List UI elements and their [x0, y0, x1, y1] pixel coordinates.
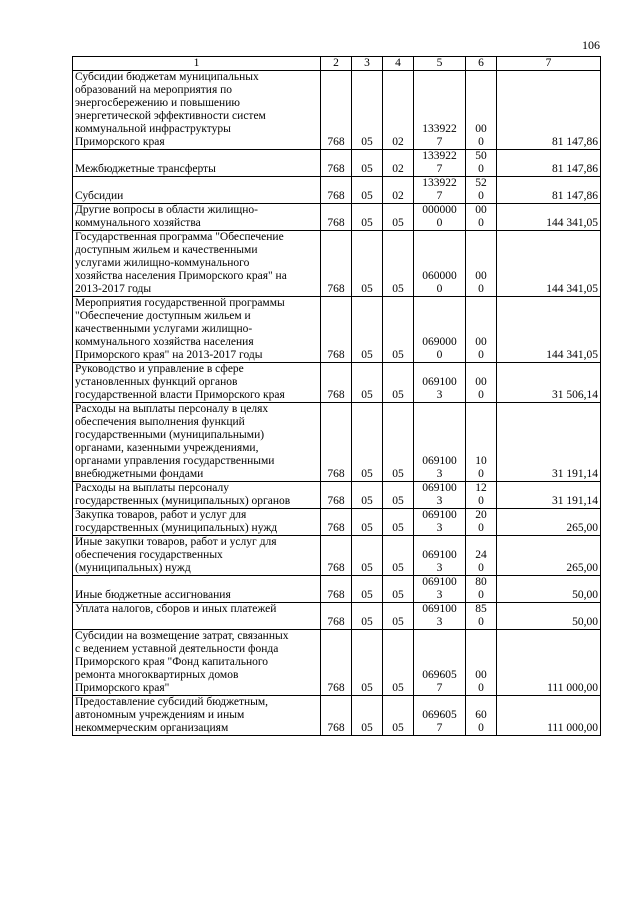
row-name-cell: Другие вопросы в области жилищно- коммунального хозяйства [73, 204, 321, 231]
target-article-cell: 069100 3 [414, 363, 466, 403]
column-header: 3 [352, 57, 383, 71]
column-header: 1 [73, 57, 321, 71]
target-article-cell: 069100 3 [414, 576, 466, 603]
subsection-code-cell: 05 [383, 482, 414, 509]
amount-cell: 81 147,86 [497, 150, 601, 177]
expense-type-cell: 10 0 [466, 403, 497, 482]
table-row [73, 403, 601, 482]
section-code-cell: 05 [352, 403, 383, 482]
expense-type-cell: 00 0 [466, 71, 497, 150]
ministry-code-cell: 768 [321, 403, 352, 482]
row-name-cell: Иные закупки товаров, работ и услуг для обеспечения государственных (муниципальных) нужд [73, 536, 321, 576]
table-row [73, 482, 601, 509]
target-article-cell: 069100 3 [414, 603, 466, 630]
section-code-cell: 05 [352, 204, 383, 231]
section-code-cell: 05 [352, 297, 383, 363]
section-code-cell: 05 [352, 363, 383, 403]
column-header: 4 [383, 57, 414, 71]
subsection-code-cell: 05 [383, 603, 414, 630]
row-name-cell: Предоставление субсидий бюджетным, автономным учреждениям и иным некоммерческим организациям [73, 696, 321, 736]
target-article-cell: 133922 7 [414, 71, 466, 150]
row-name-cell: Субсидии на возмещение затрат, связанных с ведением уставной деятельности фонда Приморского края "Фонд капитального ремонта многоквартирных домов Приморского края" [73, 630, 321, 696]
target-article-cell: 069100 3 [414, 536, 466, 576]
target-article-cell: 069100 3 [414, 482, 466, 509]
table-row [73, 150, 601, 177]
section-code-cell: 05 [352, 509, 383, 536]
expense-type-cell: 12 0 [466, 482, 497, 509]
section-code-cell: 05 [352, 603, 383, 630]
expense-type-cell: 85 0 [466, 603, 497, 630]
table-row [73, 696, 601, 736]
subsection-code-cell: 05 [383, 297, 414, 363]
table-row [73, 204, 601, 231]
amount-cell: 31 191,14 [497, 403, 601, 482]
header-row [73, 57, 601, 71]
column-header: 2 [321, 57, 352, 71]
row-name-cell: Руководство и управление в сфере установленных функций органов государственной власти Приморского края [73, 363, 321, 403]
section-code-cell: 05 [352, 536, 383, 576]
expense-type-cell: 50 0 [466, 150, 497, 177]
subsection-code-cell: 05 [383, 576, 414, 603]
subsection-code-cell: 05 [383, 509, 414, 536]
amount-cell: 111 000,00 [497, 696, 601, 736]
amount-cell: 81 147,86 [497, 177, 601, 204]
ministry-code-cell: 768 [321, 231, 352, 297]
amount-cell: 50,00 [497, 576, 601, 603]
table-row [73, 363, 601, 403]
table-row [73, 509, 601, 536]
row-name-cell: Субсидии бюджетам муниципальных образований на мероприятия по энергосбережению и повышению энергетической эффективности систем коммунальной инфраструктуры Приморского края [73, 71, 321, 150]
amount-cell: 265,00 [497, 536, 601, 576]
expense-type-cell: 00 0 [466, 204, 497, 231]
section-code-cell: 05 [352, 696, 383, 736]
subsection-code-cell: 02 [383, 71, 414, 150]
subsection-code-cell: 05 [383, 204, 414, 231]
table-row [73, 603, 601, 630]
ministry-code-cell: 768 [321, 482, 352, 509]
section-code-cell: 05 [352, 71, 383, 150]
ministry-code-cell: 768 [321, 297, 352, 363]
subsection-code-cell: 05 [383, 363, 414, 403]
target-article-cell: 000000 0 [414, 204, 466, 231]
subsection-code-cell: 02 [383, 150, 414, 177]
page-number: 106 [582, 38, 600, 52]
ministry-code-cell: 768 [321, 696, 352, 736]
expense-type-cell: 80 0 [466, 576, 497, 603]
ministry-code-cell: 768 [321, 603, 352, 630]
target-article-cell: 069605 7 [414, 696, 466, 736]
subsection-code-cell: 05 [383, 231, 414, 297]
ministry-code-cell: 768 [321, 150, 352, 177]
amount-cell: 50,00 [497, 603, 601, 630]
target-article-cell: 060000 0 [414, 231, 466, 297]
ministry-code-cell: 768 [321, 630, 352, 696]
table-row [73, 536, 601, 576]
table-row [73, 231, 601, 297]
row-name-cell: Расходы на выплаты персоналу государственных (муниципальных) органов [73, 482, 321, 509]
budget-table [72, 56, 601, 736]
column-header: 7 [497, 57, 601, 71]
expense-type-cell: 00 0 [466, 231, 497, 297]
row-name-cell: Межбюджетные трансферты [73, 150, 321, 177]
section-code-cell: 05 [352, 482, 383, 509]
amount-cell: 144 341,05 [497, 204, 601, 231]
table-row [73, 576, 601, 603]
subsection-code-cell: 05 [383, 403, 414, 482]
row-name-cell: Иные бюджетные ассигнования [73, 576, 321, 603]
table-row [73, 71, 601, 150]
table-row [73, 177, 601, 204]
subsection-code-cell: 05 [383, 536, 414, 576]
amount-cell: 265,00 [497, 509, 601, 536]
amount-cell: 144 341,05 [497, 231, 601, 297]
column-header: 5 [414, 57, 466, 71]
expense-type-cell: 52 0 [466, 177, 497, 204]
row-name-cell: Мероприятия государственной программы "Обеспечение доступным жильем и качественными услугами жилищно- коммунального хозяйства населения Приморского края" на 2013-2017 годы [73, 297, 321, 363]
target-article-cell: 133922 7 [414, 177, 466, 204]
expense-type-cell: 60 0 [466, 696, 497, 736]
section-code-cell: 05 [352, 231, 383, 297]
target-article-cell: 069000 0 [414, 297, 466, 363]
ministry-code-cell: 768 [321, 363, 352, 403]
amount-cell: 144 341,05 [497, 297, 601, 363]
expense-type-cell: 00 0 [466, 297, 497, 363]
row-name-cell: Субсидии [73, 177, 321, 204]
section-code-cell: 05 [352, 630, 383, 696]
target-article-cell: 069100 3 [414, 403, 466, 482]
expense-type-cell: 00 0 [466, 630, 497, 696]
table-row [73, 630, 601, 696]
table-row [73, 297, 601, 363]
target-article-cell: 133922 7 [414, 150, 466, 177]
ministry-code-cell: 768 [321, 576, 352, 603]
section-code-cell: 05 [352, 576, 383, 603]
amount-cell: 31 191,14 [497, 482, 601, 509]
expense-type-cell: 20 0 [466, 509, 497, 536]
expense-type-cell: 00 0 [466, 363, 497, 403]
subsection-code-cell: 02 [383, 177, 414, 204]
section-code-cell: 05 [352, 150, 383, 177]
section-code-cell: 05 [352, 177, 383, 204]
target-article-cell: 069605 7 [414, 630, 466, 696]
ministry-code-cell: 768 [321, 177, 352, 204]
ministry-code-cell: 768 [321, 71, 352, 150]
expense-type-cell: 24 0 [466, 536, 497, 576]
ministry-code-cell: 768 [321, 536, 352, 576]
subsection-code-cell: 05 [383, 630, 414, 696]
ministry-code-cell: 768 [321, 509, 352, 536]
column-header: 6 [466, 57, 497, 71]
target-article-cell: 069100 3 [414, 509, 466, 536]
row-name-cell: Расходы на выплаты персоналу в целях обеспечения выполнения функций государственными (муниципальными) органами, казенными учреждениями, органами управления государственными внебюджетными фондами [73, 403, 321, 482]
amount-cell: 111 000,00 [497, 630, 601, 696]
row-name-cell: Уплата налогов, сборов и иных платежей [73, 603, 321, 630]
subsection-code-cell: 05 [383, 696, 414, 736]
ministry-code-cell: 768 [321, 204, 352, 231]
amount-cell: 81 147,86 [497, 71, 601, 150]
row-name-cell: Закупка товаров, работ и услуг для государственных (муниципальных) нужд [73, 509, 321, 536]
amount-cell: 31 506,14 [497, 363, 601, 403]
row-name-cell: Государственная программа "Обеспечение доступным жильем и качественными услугами жилищно-коммунального хозяйства населения Приморского края" на 2013-2017 годы [73, 231, 321, 297]
